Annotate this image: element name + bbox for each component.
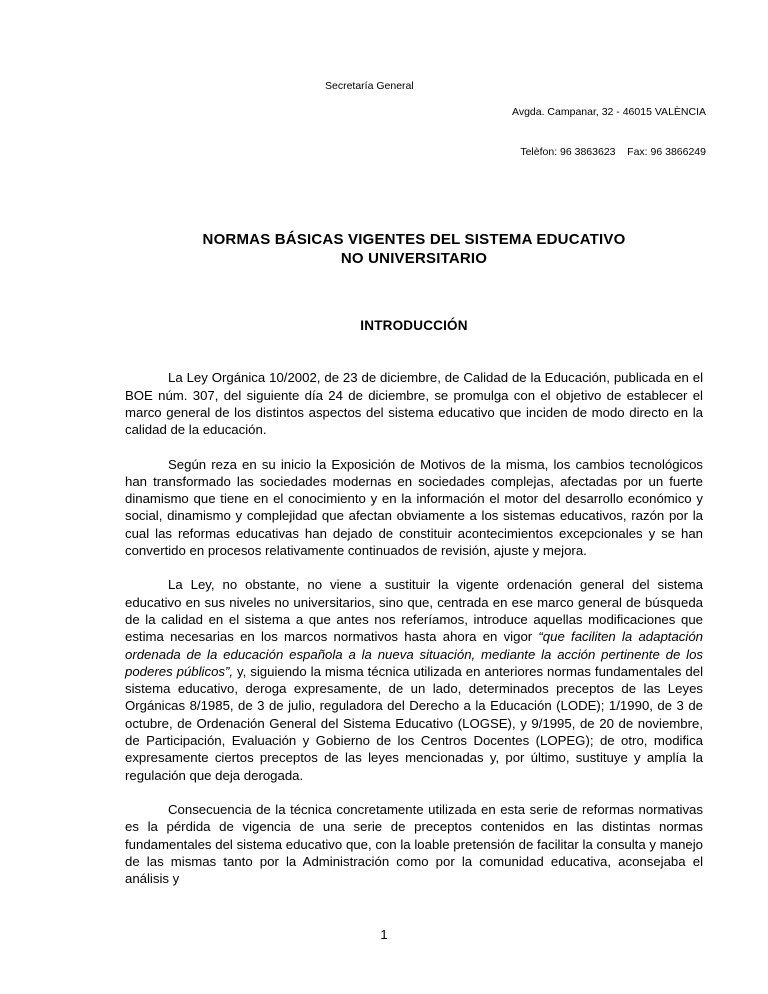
- document-title-line2: NO UNIVERSITARIO: [340, 250, 488, 268]
- letterhead-phone-fax: Telèfon: 96 3863623 Fax: 96 3866249: [520, 145, 706, 158]
- section-heading-introduccion: INTRODUCCIÓN: [360, 318, 468, 334]
- paragraph-3-italic-quote: “que faciliten la adaptación ordenada de la educación española a la nueva situación, mediante la acción pertinente de los poderes públicos”,: [125, 629, 703, 679]
- letterhead-contact-block: [512, 80, 706, 185]
- document-title-line1: NORMAS BÁSICAS VIGENTES DEL SISTEMA EDUCATIVO: [202, 231, 626, 248]
- document-title: [125, 230, 703, 268]
- document-content: [125, 230, 703, 887]
- paragraph-4: Consecuencia de la técnica concretamente utilizada en esta serie de reformas normativas es la pérdida de vigencia de una serie de preceptos contenidos en las distintas normas fundamentales del sistema educativo que, con la loable pretensión de facilitar la consulta y manejo de las mismas tanto por la Administración como por la comunidad educativa, aconsejaba el análisis y: [125, 801, 703, 887]
- paragraph-3: [125, 576, 703, 784]
- page-number: 1: [380, 927, 388, 942]
- letterhead-address: Avgda. Campanar, 32 - 46015 VALÈNCIA: [512, 106, 706, 119]
- paragraph-2: Según reza en su inicio la Exposición de Motivos de la misma, los cambios tecnológicos han transformado las sociedades modernas en sociedades complejas, afectadas por un fuerte dinamismo que tiene en el conocimiento y en la información el motor del desarrollo económico y social, dinamismo y complejidad que afectan obviamente a los sistemas educativos, razón por la cual las reformas educativas han dejado de constituir acontecimientos excepcionales y se han convertido en procesos relativamente continuados de revisión, ajuste y mejora.: [125, 456, 703, 559]
- letterhead-department: Secretaría General: [325, 80, 414, 92]
- paragraph-3-text-before-quote: La Ley, no obstante, no viene a sustituir la vigente ordenación general del sistema educativo en sus niveles no universitarios, sino que, centrada en ese marco general de búsqueda de la calidad en el sistema a que antes nos referíamos, introduce aquellas modificaciones que estima necesarias en los marcos normativos hasta ahora en vigor: [125, 577, 703, 645]
- paragraph-3-text-after-quote: y, siguiendo la misma técnica utilizada en anteriores normas fundamentales del sistema educativo, deroga expresamente, de un lado, determinados preceptos de las Leyes Orgánicas 8/1985, de 3 de julio, reguladora del Derecho a la Educación (LODE); 1/1990, de 3 de octubre, de Ordenación General del Sistema Educativo (LOGSE), y 9/1995, de 20 de noviembre, de Participación, Evaluación y Gobierno de los Centros Docentes (LOPEG); de otro, modifica expresamente ciertos preceptos de las leyes mencionadas y, por último, sustituye y amplía la regulación que deja derogada.: [125, 663, 703, 783]
- paragraph-1: La Ley Orgánica 10/2002, de 23 de diciembre, de Calidad de la Educación, publicada en el BOE núm. 307, del siguiente día 24 de diciembre, se promulga con el objetivo de establecer el marco general de los distintos aspectos del sistema educativo que inciden de modo directo en la calidad de la educación.: [125, 370, 703, 438]
- body-text: [125, 369, 703, 887]
